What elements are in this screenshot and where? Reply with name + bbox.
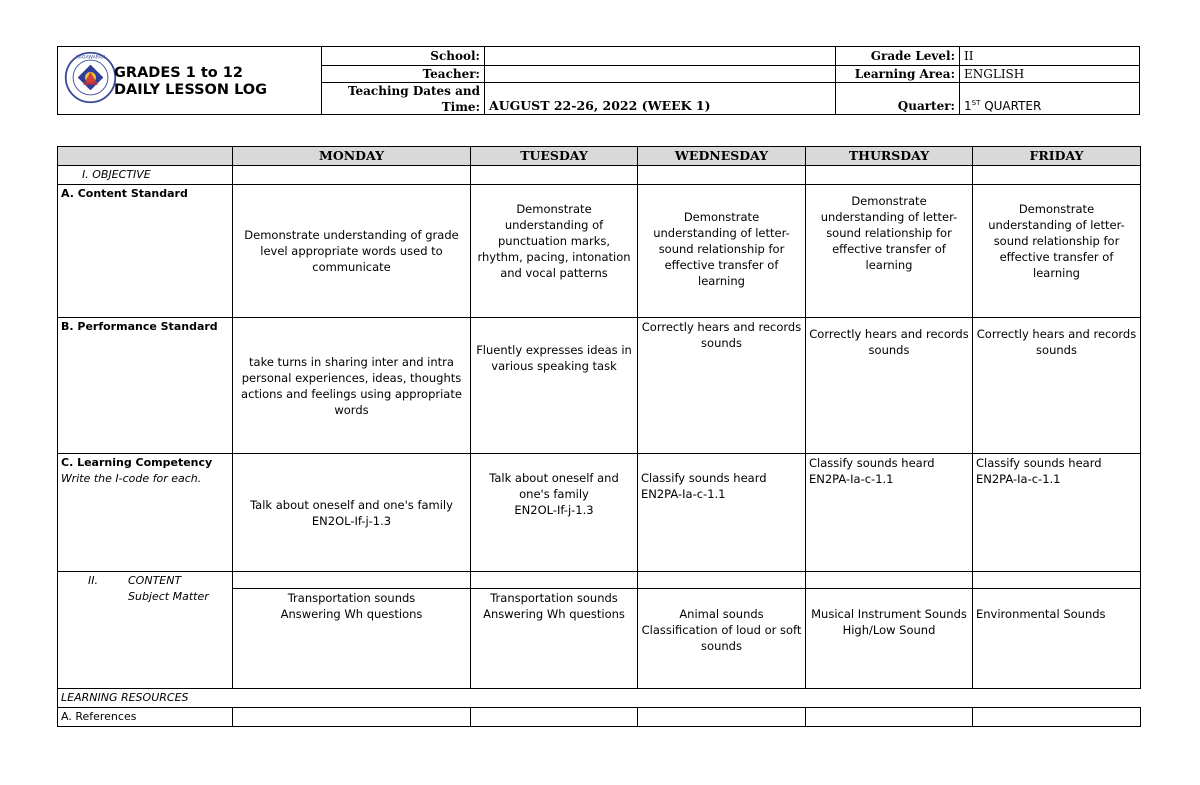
competency-text: Classify sounds heard xyxy=(641,471,767,485)
competency-text: Talk about oneself and one's family xyxy=(489,471,619,501)
performance-standard-monday[interactable]: take turns in sharing inter and intra personal experiences, ideas, thoughts actions and feelings using appropriate words xyxy=(233,318,471,454)
performance-standard-friday[interactable]: Correctly hears and records sounds xyxy=(973,318,1141,454)
grade-level-label: Grade Level: xyxy=(836,47,960,65)
performance-standard-thursday[interactable]: Correctly hears and records sounds xyxy=(806,318,973,454)
learning-competency-label: C. Learning Competency xyxy=(61,456,213,469)
references-cell[interactable] xyxy=(638,708,806,727)
lesson-log-table xyxy=(57,146,1141,727)
school-label: School: xyxy=(322,47,485,65)
quarter-suffix: ST xyxy=(971,98,981,107)
competency-code: EN2PA-Ia-c-1.1 xyxy=(809,472,894,486)
header-info-table xyxy=(321,47,1140,115)
competency-code: EN2PA-Ia-c-1.1 xyxy=(641,487,726,501)
day-header-friday: FRIDAY xyxy=(973,147,1141,166)
subject-line: Answering Wh questions xyxy=(280,607,423,621)
references-cell[interactable] xyxy=(973,708,1141,727)
content-standard-friday[interactable]: Demonstrate understanding of letter-sound relationship for effective transfer of learning xyxy=(973,185,1141,318)
references-cell[interactable] xyxy=(233,708,471,727)
content-number: II. xyxy=(88,574,98,587)
day-header-tuesday: TUESDAY xyxy=(471,147,638,166)
content-standard-wednesday[interactable]: Demonstrate understanding of letter-sound relationship for effective transfer of learning xyxy=(638,185,806,318)
objective-label: I. OBJECTIVE xyxy=(58,166,233,185)
competency-text: Classify sounds heard xyxy=(809,456,935,470)
day-header-monday: MONDAY xyxy=(233,147,471,166)
learning-competency-row xyxy=(58,454,1141,572)
content-sublabel: Subject Matter xyxy=(128,590,209,603)
document-title xyxy=(114,65,267,99)
content-label: CONTENT xyxy=(128,574,182,587)
teaching-dates-label: Teaching Dates and Time: xyxy=(322,82,485,115)
learning-competency-friday[interactable] xyxy=(973,454,1141,572)
objective-cell[interactable] xyxy=(973,166,1141,185)
day-header-row xyxy=(58,147,1141,166)
content-standard-row xyxy=(58,185,1141,318)
learning-competency-wednesday[interactable] xyxy=(638,454,806,572)
learning-competency-tuesday[interactable] xyxy=(471,454,638,572)
title-line-1: GRADES 1 to 12 xyxy=(114,65,243,81)
content-standard-thursday[interactable]: Demonstrate understanding of letter-sound relationship for effective transfer of learning xyxy=(806,185,973,318)
learning-competency-monday[interactable] xyxy=(233,454,471,572)
objective-cell[interactable] xyxy=(806,166,973,185)
objective-cell[interactable] xyxy=(638,166,806,185)
day-header-thursday: THURSDAY xyxy=(806,147,973,166)
subject-line: Transportation sounds xyxy=(490,591,618,605)
subject-line: Answering Wh questions xyxy=(483,607,625,621)
learning-resources-label: LEARNING RESOURCES xyxy=(58,689,1141,708)
performance-standard-tuesday[interactable]: Fluently expresses ideas in various speaking task xyxy=(471,318,638,454)
performance-standard-label: B. Performance Standard xyxy=(58,318,233,454)
competency-code: EN2PA-Ia-c-1.1 xyxy=(976,472,1061,486)
subject-matter-friday[interactable] xyxy=(973,589,1141,689)
performance-standard-row xyxy=(58,318,1141,454)
competency-text: Talk about oneself and one's family xyxy=(250,497,453,512)
subject-line: Animal sounds xyxy=(679,607,764,621)
content-standard-monday[interactable]: Demonstrate understanding of grade level appropriate words used to communicate xyxy=(233,185,471,318)
content-cell[interactable] xyxy=(806,572,973,589)
corner-cell xyxy=(58,147,233,166)
content-header-row xyxy=(58,572,1141,589)
learning-competency-label-cell xyxy=(58,454,233,572)
learning-competency-thursday[interactable] xyxy=(806,454,973,572)
learning-competency-sublabel: Write the I-code for each. xyxy=(61,472,202,485)
content-standard-label: A. Content Standard xyxy=(58,185,233,318)
competency-code: EN2OL-If-j-1.3 xyxy=(514,503,594,517)
subject-line: High/Low Sound xyxy=(842,623,936,637)
quarter-field[interactable] xyxy=(960,82,1140,115)
title-line-2: DAILY LESSON LOG xyxy=(114,82,268,98)
header-title-block xyxy=(58,47,322,114)
teaching-dates-field[interactable]: AUGUST 22-26, 2022 (WEEK 1) xyxy=(485,82,836,115)
grade-level-field[interactable]: II xyxy=(960,47,1140,65)
deped-seal-icon xyxy=(63,50,118,105)
day-header-wednesday: WEDNESDAY xyxy=(638,147,806,166)
quarter-number: 1 xyxy=(964,98,972,113)
content-cell[interactable] xyxy=(638,572,806,589)
references-row xyxy=(58,708,1141,727)
subject-matter-monday[interactable] xyxy=(233,589,471,689)
subject-matter-wednesday[interactable] xyxy=(638,589,806,689)
competency-code: EN2OL-If-j-1.3 xyxy=(311,513,392,528)
content-cell[interactable] xyxy=(233,572,471,589)
subject-line: Classification of loud or soft sounds xyxy=(641,623,802,653)
objective-cell[interactable] xyxy=(233,166,471,185)
header-box xyxy=(57,46,1140,115)
objective-row xyxy=(58,166,1141,185)
subject-line: Musical Instrument Sounds xyxy=(811,607,967,621)
learning-area-label: Learning Area: xyxy=(836,65,960,82)
subject-line: Transportation sounds xyxy=(287,591,416,605)
school-field[interactable] xyxy=(485,47,836,65)
subject-matter-tuesday[interactable] xyxy=(471,589,638,689)
subject-line: Environmental Sounds xyxy=(976,607,1106,621)
content-standard-tuesday[interactable]: Demonstrate understanding of punctuation marks, rhythm, pacing, intonation and vocal patterns xyxy=(471,185,638,318)
svg-text:KAGAWARAN: KAGAWARAN xyxy=(75,55,106,61)
references-cell[interactable] xyxy=(471,708,638,727)
content-cell[interactable] xyxy=(471,572,638,589)
objective-cell[interactable] xyxy=(471,166,638,185)
competency-text: Classify sounds heard xyxy=(976,456,1102,470)
references-cell[interactable] xyxy=(806,708,973,727)
quarter-label: Quarter: xyxy=(836,82,960,115)
content-cell[interactable] xyxy=(973,572,1141,589)
teacher-field[interactable] xyxy=(485,65,836,82)
references-label: A. References xyxy=(58,708,233,727)
learning-resources-row xyxy=(58,689,1141,708)
teacher-label: Teacher: xyxy=(322,65,485,82)
content-label-cell xyxy=(58,572,233,689)
learning-area-field[interactable]: ENGLISH xyxy=(960,65,1140,82)
subject-matter-thursday[interactable] xyxy=(806,589,973,689)
quarter-text: QUARTER xyxy=(984,98,1042,113)
performance-standard-wednesday[interactable]: Correctly hears and records sounds xyxy=(638,318,806,454)
